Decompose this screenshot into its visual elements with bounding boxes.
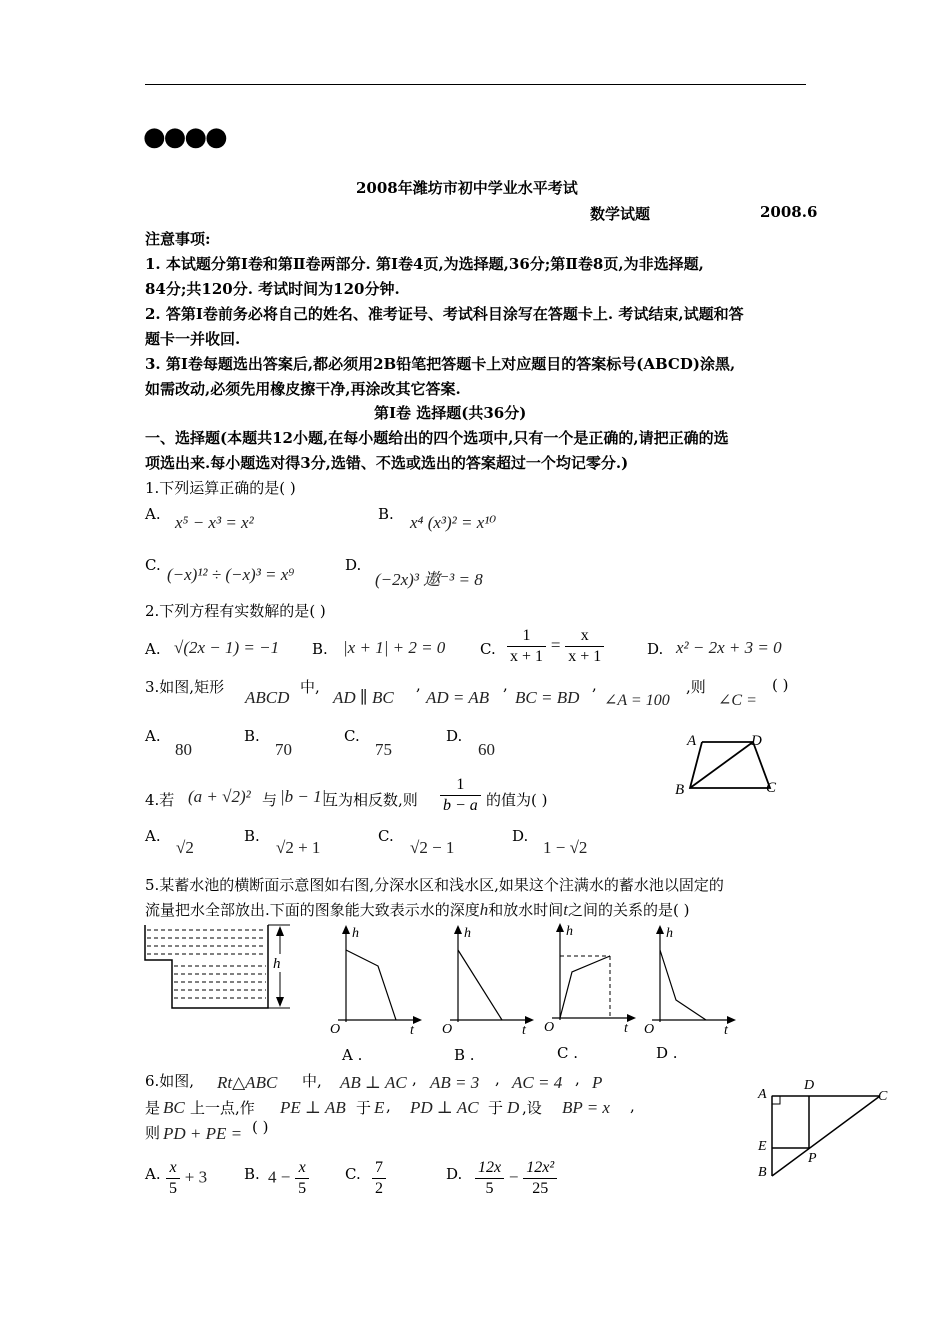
q2-c-den2: x + 1 (568, 648, 602, 665)
q4-fraction (440, 775, 481, 816)
q6-fig-label-a: A (758, 1087, 767, 1102)
q6-e: E (374, 1098, 385, 1117)
q3-fig-label-c: C (766, 780, 777, 796)
q3-fig-label-d: D (751, 733, 762, 749)
q6-pe: PE ⊥ AB (280, 1098, 346, 1117)
q2-label-d: D. (647, 640, 664, 658)
q6-yu2: 于 (488, 1099, 504, 1117)
q4-option-b: √2 + 1 (276, 838, 321, 857)
q6-c-num: 7 (372, 1158, 386, 1179)
q3-ask: ∠C = (718, 692, 757, 709)
q6-d-minus: − (508, 1167, 519, 1187)
q4-num: 1 (440, 775, 481, 796)
q6-option-b (268, 1158, 309, 1199)
q6-cond1: AB ⊥ AC (340, 1073, 407, 1092)
q4-post: 的值为( ) (486, 791, 548, 809)
q3-stem-pre: 3.如图,矩形 (145, 678, 225, 696)
q6-b-head: 4 − (268, 1167, 291, 1187)
q3-mid: 中, (300, 678, 320, 696)
q1-label-d: D. (345, 556, 362, 574)
section-title: 第Ⅰ卷 选择题(共36分) (374, 404, 527, 422)
q6-yu1: 于 (356, 1099, 372, 1117)
q5-graph-a-h: h (352, 926, 359, 941)
section-instruction: 一、选择题(本题共12小题,在每小题给出的四个选项中,只有一个是正确的,请把正确的选 (145, 429, 729, 447)
q4-expr2: |b − 1| (280, 787, 327, 806)
q6-set: ,设 (522, 1099, 542, 1117)
q1-option-a: x⁵ − x³ = x² (175, 513, 254, 532)
exam-subject: 数学试题 (590, 205, 651, 223)
notice-line: 1. 本试题分第Ⅰ卷和第Ⅱ卷两部分. 第Ⅰ卷4页,为选择题,36分;第Ⅱ卷8页,为非选择题, (145, 255, 704, 273)
q4-pre: 4.若 (145, 791, 175, 809)
q4-label-b: B. (244, 827, 260, 845)
q6-option-a (166, 1158, 207, 1199)
q3-sep: , (416, 676, 421, 694)
q6-comma: , (630, 1097, 635, 1115)
q3-option-b: 70 (275, 740, 292, 759)
q6-sep: , (412, 1070, 417, 1088)
q6-rt: Rt△ABC (217, 1073, 278, 1092)
q2-option-a: √(2x − 1) = −1 (174, 638, 280, 657)
q4-option-d: 1 − √2 (543, 838, 588, 857)
q6-b-den: 5 (298, 1180, 307, 1197)
q4-option-a: √2 (176, 838, 194, 857)
q6-d-den2: 25 (532, 1180, 549, 1197)
q6-cond3: AC = 4 (512, 1073, 563, 1092)
q2-option-c (507, 626, 604, 667)
q3-cond2: AD = AB (426, 688, 490, 707)
q3-label-a: A. (145, 727, 161, 745)
notice-line: 如需改动,必须先用橡皮擦干净,再涂改其它答案. (145, 380, 461, 398)
q3-label-c: C. (344, 727, 360, 745)
q3-abcd: ABCD (245, 688, 290, 707)
q6-d-num1: 12x (475, 1158, 504, 1179)
q4-option-c: √2 − 1 (410, 838, 455, 857)
q6-fig-label-d: D (804, 1078, 815, 1093)
q6-line2a: 是 (145, 1099, 161, 1117)
q5-graph-b-t: t (522, 1023, 526, 1037)
notice-heading: 注意事项: (145, 230, 211, 248)
q6-figure-triangle (752, 1072, 902, 1184)
q2-label-a: A. (145, 640, 161, 658)
q3-label-d: D. (446, 727, 463, 745)
q6-a-num: x (166, 1158, 180, 1179)
q5-reservoir-diagram (140, 920, 300, 1015)
notice-line: 84分;共120分. 考试时间为120分钟. (145, 280, 400, 298)
q6-pd: PD ⊥ AC (410, 1098, 479, 1117)
q3-cond4: ∠A = 100 (604, 692, 670, 709)
q4-den: b − a (443, 797, 478, 814)
q6-fig-label-p: P (808, 1151, 817, 1166)
q6-fig-label-e: E (758, 1139, 767, 1154)
q3-cond1: AD ∥ BC (333, 688, 394, 707)
q5-graph-b-h: h (464, 926, 471, 941)
q6-a-tail: + 3 (184, 1167, 208, 1187)
q5-line2c: 之间的关系的是( ) (568, 901, 690, 919)
q5-graph-d-o: O (644, 1022, 655, 1037)
q3-fig-label-b: B (675, 782, 685, 798)
q2-stem: 2.下列方程有实数解的是( ) (145, 602, 326, 620)
q6-d: D (507, 1098, 520, 1117)
q3-label-b: B. (244, 727, 260, 745)
q2-option-b: |x + 1| + 2 = 0 (343, 638, 446, 657)
q3-cond3: BC = BD (515, 688, 580, 707)
q1-label-b: B. (378, 505, 394, 523)
q6-ask: PD + PE = (163, 1124, 243, 1143)
q5-graph-c-label: C . (557, 1044, 579, 1062)
q2-c-eq: = (550, 635, 561, 655)
q5-graph-d-t: t (724, 1023, 728, 1037)
q6-p: P (592, 1073, 603, 1092)
q6-paren: ( ) (252, 1118, 269, 1136)
q3-figure-trapezoid (670, 728, 790, 800)
q5-graph-c-t: t (624, 1021, 628, 1035)
q6-sep: , (495, 1070, 500, 1088)
q5-graph-c (532, 920, 642, 1035)
q5-graph-a-label: A . (342, 1046, 363, 1064)
header-rule (145, 84, 806, 85)
q6-label-a: A. (145, 1165, 161, 1183)
q5-graph-c-h: h (566, 924, 573, 939)
q1-label-c: C. (145, 556, 161, 574)
q6-ze: 则 (145, 1124, 161, 1142)
q6-d-num2: 12x² (523, 1158, 557, 1179)
q5-graph-d (632, 922, 747, 1037)
q2-c-num1: 1 (507, 626, 546, 647)
q6-b-num: x (295, 1158, 309, 1179)
section-instruction: 项选出来.每小题选对得3分,选错、不选或选出的答案超过一个均记零分.) (145, 454, 629, 472)
q4-label-d: D. (512, 827, 529, 845)
q4-mid: 与 (262, 791, 278, 809)
q5-t: t (563, 900, 569, 919)
q6-sep: , (386, 1097, 391, 1115)
q5-line2 (145, 899, 690, 920)
q5-h: h (479, 900, 489, 919)
q2-label-c: C. (480, 640, 496, 658)
q6-fig-label-c: C (878, 1089, 888, 1104)
q3-option-d: 60 (478, 740, 495, 759)
q6-pre: 6.如图, (145, 1072, 195, 1090)
q6-label-c: C. (345, 1165, 361, 1183)
q6-sep: , (575, 1070, 580, 1088)
q2-c-den1: x + 1 (510, 648, 544, 665)
q6-fig-label-b: B (758, 1165, 767, 1180)
q1-label-a: A. (145, 505, 161, 523)
q6-d-den1: 5 (485, 1180, 494, 1197)
q3-sep: , (503, 676, 508, 694)
q1-option-c: (−x)¹² ÷ (−x)³ = x⁹ (167, 565, 295, 584)
q1-stem: 1.下列运算正确的是( ) (145, 479, 296, 497)
q6-label-b: B. (244, 1165, 260, 1183)
q4-expr1: (a + √2)² (188, 787, 251, 806)
q3-option-a: 80 (175, 740, 192, 759)
q3-option-c: 75 (375, 740, 392, 759)
exam-date: 2008.6 (760, 203, 818, 221)
q2-label-b: B. (312, 640, 328, 658)
q3-then: ,则 (686, 678, 706, 696)
q5-graph-b (430, 922, 540, 1037)
q5-graph-b-label: B . (454, 1046, 475, 1064)
q5-line2b: 和放水时间 (488, 901, 564, 919)
q5-reservoir-h: h (273, 956, 281, 972)
notice-line: 2. 答第Ⅰ卷前务必将自己的姓名、准考证号、考试科目涂写在答题卡上. 考试结束,试题和答 (145, 305, 744, 323)
q6-cond2: AB = 3 (430, 1073, 480, 1092)
q5-graph-d-h: h (666, 926, 673, 941)
q6-option-d (475, 1158, 557, 1199)
q3-stem (145, 676, 224, 697)
q1-option-d: (−2x)³ 遨⁻³ = 8 (375, 570, 483, 589)
q1-option-b: x⁴ (x³)² = x¹⁰ (410, 513, 497, 532)
q5-graph-a-o: O (330, 1022, 341, 1037)
q5-line2a: 流量把水全部放出.下面的图象能大致表示水的深度 (145, 901, 480, 919)
header-bullets: ●●●● (143, 122, 226, 152)
q6-label-d: D. (446, 1165, 463, 1183)
notice-line: 3. 第Ⅰ卷每题选出答案后,都必须用2B铅笔把答题卡上对应题目的答案标号(ABCD)涂黑, (145, 355, 736, 373)
q6-mid: 中, (302, 1072, 322, 1090)
q4-label-a: A. (145, 827, 161, 845)
q4-label-c: C. (378, 827, 394, 845)
q3-sep: , (592, 676, 597, 694)
q6-bc: BC (163, 1098, 185, 1117)
q5-graph-c-o: O (544, 1020, 555, 1035)
q2-c-num2: x (565, 626, 604, 647)
q5-line1: 5.某蓄水池的横断面示意图如右图,分深水区和浅水区,如果这个注满水的蓄水池以固定的 (145, 876, 724, 894)
q6-option-c (372, 1158, 386, 1199)
notice-line: 题卡一并收回. (145, 330, 241, 348)
q5-graph-d-label: D . (656, 1044, 678, 1062)
q5-graph-b-o: O (442, 1022, 453, 1037)
q3-fig-label-a: A (687, 733, 697, 749)
exam-title: 2008年潍坊市初中学业水平考试 (356, 179, 578, 197)
q6-line2b: 上一点,作 (190, 1099, 255, 1117)
q3-paren: ( ) (772, 676, 789, 694)
q2-option-d: x² − 2x + 3 = 0 (676, 638, 782, 657)
q6-bp: BP = x (562, 1098, 610, 1117)
q6-c-den: 2 (375, 1180, 383, 1197)
q5-graph-a-t: t (410, 1023, 414, 1037)
q5-graph-a (318, 922, 428, 1037)
q6-a-den: 5 (169, 1180, 177, 1197)
q4-mid2: 互为相反数,则 (323, 791, 418, 809)
